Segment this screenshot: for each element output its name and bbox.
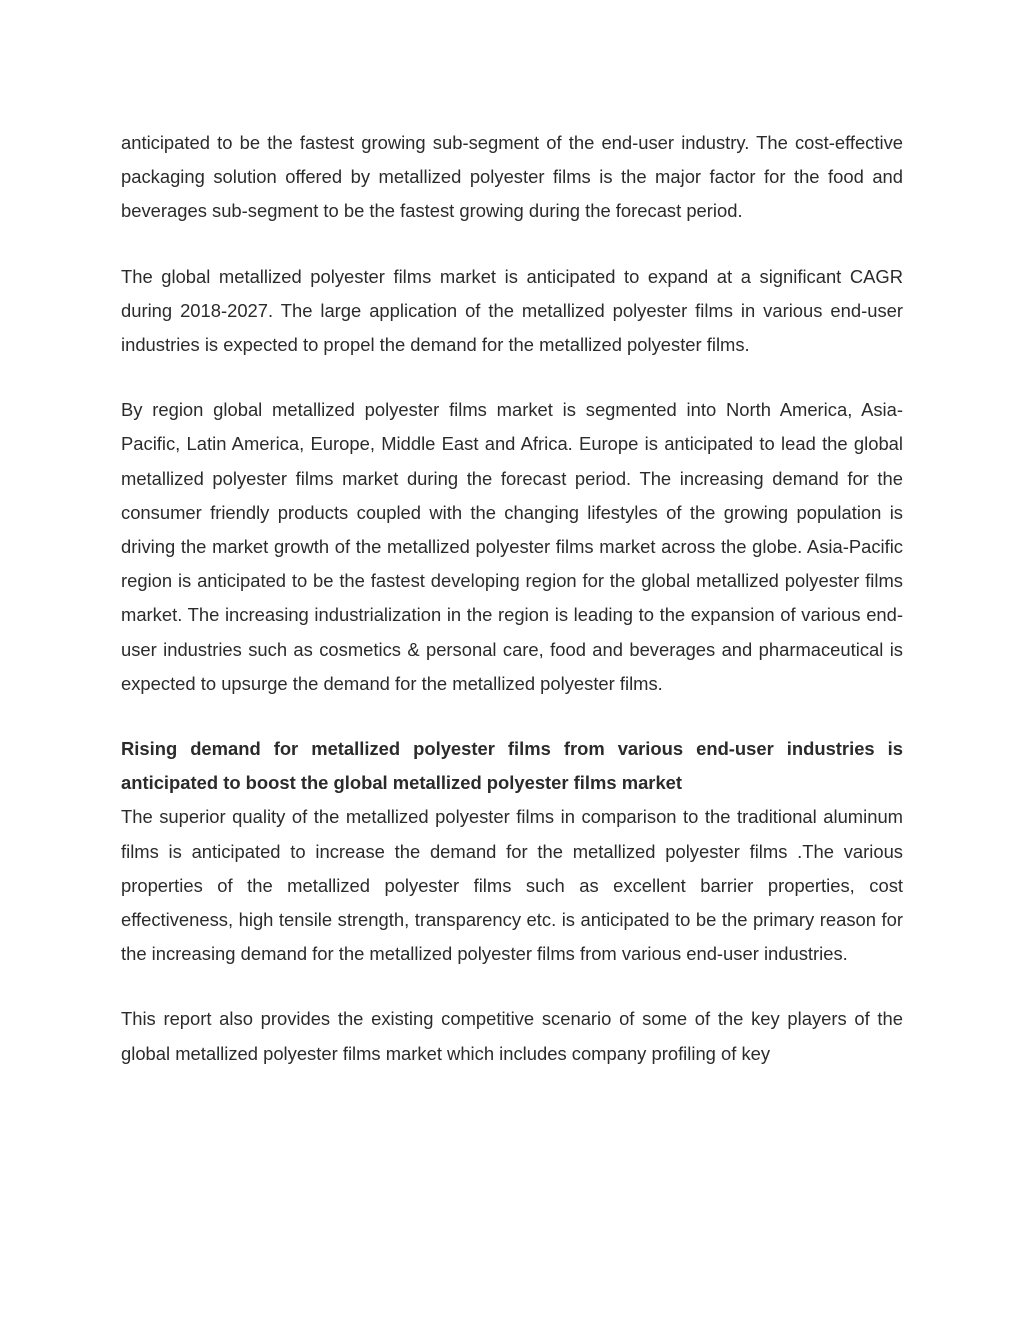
section-heading: Rising demand for metallized polyester films from various end-user industries is anticipated to boost the global metallized polyester films market — [121, 738, 903, 794]
document-body — [121, 126, 903, 1071]
paragraph-competitive-scenario: This report also provides the existing competitive scenario of some of the key players of the global metallized polyester films market which includes company profiling of key — [121, 1008, 903, 1064]
paragraph-regional-segmentation: By region global metallized polyester films market is segmented into North America, Asia-Pacific, Latin America, Europe, Middle East and Africa. Europe is anticipated to lead the global metallized polyester films market during the forecast period. The increasing demand for the consumer friendly products coupled with the changing lifestyles of the growing population is driving the market growth of the metallized polyester films market across the globe. Asia-Pacific region is anticipated to be the fastest developing region for the global metallized polyester films market. The increasing industrialization in the region is leading to the expansion of various end-user industries such as cosmetics & personal care, food and beverages and pharmaceutical is expected to upsurge the demand for the metallized polyester films. — [121, 399, 903, 694]
paragraph-market-cagr: The global metallized polyester films market is anticipated to expand at a significant CAGR during 2018-2027. The large application of the metallized polyester films in various end-user industries is expected to propel the demand for the metallized polyester films. — [121, 265, 903, 356]
paragraph-superior-quality: The superior quality of the metallized polyester films in comparison to the traditional aluminum films is anticipated to increase the demand for the metallized polyester films .The various properties of the metallized polyester films such as excellent barrier properties, cost effectiveness, high tensile strength, transparency etc. is anticipated to be the primary reason for the increasing demand for the metallized polyester films from various end-user industries. — [121, 806, 903, 965]
paragraph-fastest-growing: anticipated to be the fastest growing sub-segment of the end-user industry. The cost-effective packaging solution offered by metallized polyester films is the major factor for the food and beverages sub-segment to be the fastest growing during the forecast period. — [121, 132, 903, 222]
